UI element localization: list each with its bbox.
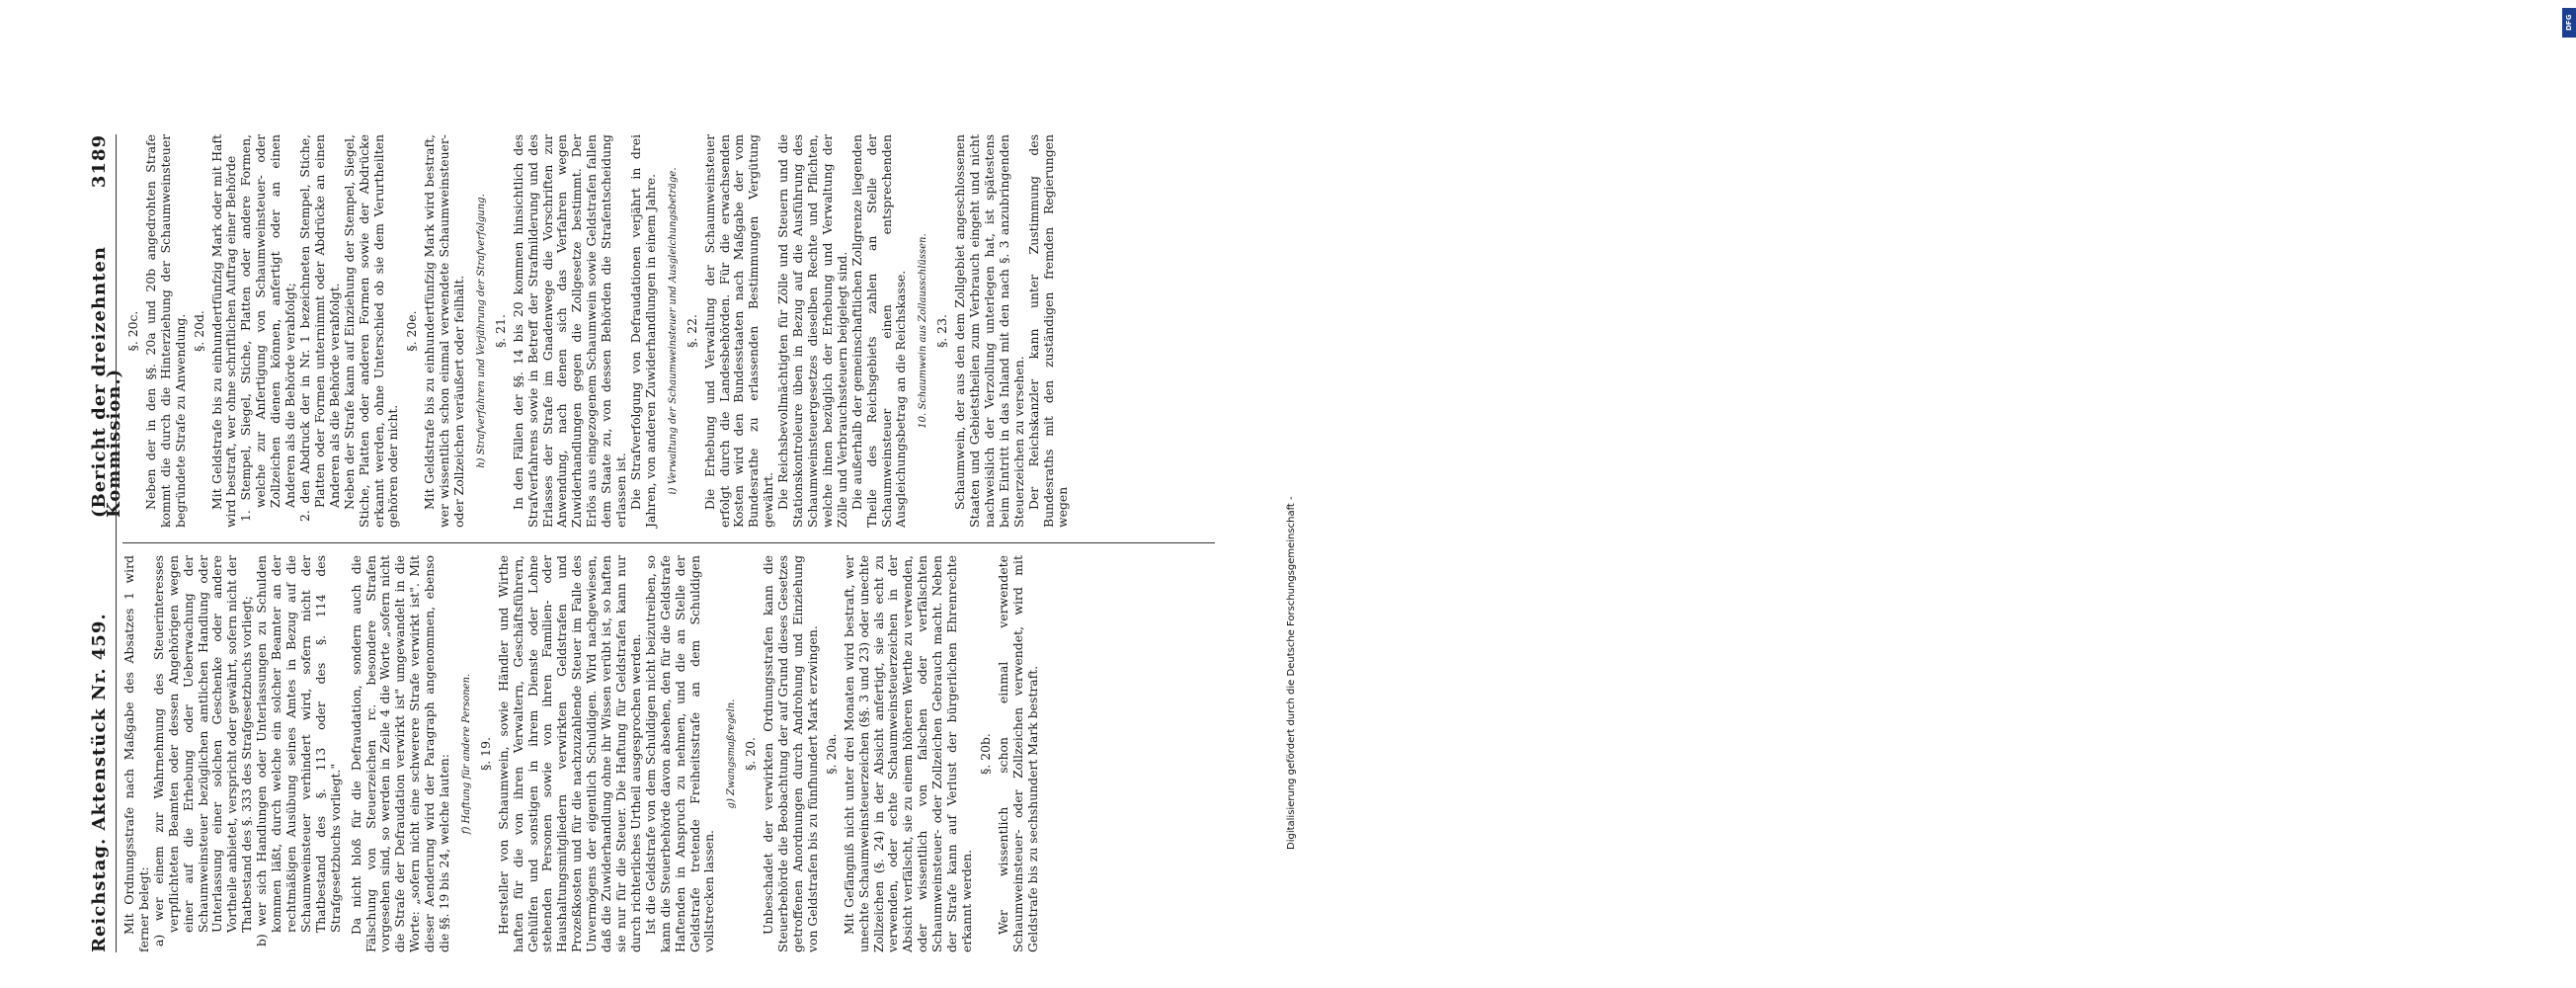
text-columns bbox=[122, 134, 1215, 952]
page-number: 3189 bbox=[89, 134, 110, 189]
subsection-heading: g) Zwangsmaßregeln. bbox=[726, 699, 738, 809]
dfg-logo: DFG bbox=[2562, 8, 2576, 38]
paragraph: Hersteller von Schaumwein, sowie Händler und Wirthe haften für die von ihren Verwaltern, Geschäftsführern, Gehülfen und sonstigen in ihrem Dienste oder Lohne stehenden Personen sowie von ihren Familien- oder Haushaltungsmitgliedern verwirkten Geldstrafen und Prozeßkosten und für die nachzuzahlende Steuer im Falle des Unvermögens der eigentlich Schuldigen. Wird nachgewiesen, daß die Zuwiderhandlung ohne ihr Wissen verübt ist, so haften sie nur für die Steuer. Die Haftung für Geldstrafen kann nur durch richterliches Urtheil ausgesprochen werden. bbox=[495, 555, 643, 952]
column-divider bbox=[122, 542, 1215, 543]
section-heading: §. 19. bbox=[477, 737, 493, 771]
section-heading: §. 20e. bbox=[404, 310, 420, 352]
paragraph: Mit Gefängniß nicht unter drei Monaten wird bestraft, wer unechte Schaumweinsteuerzeichen (§§. 3 und 23) oder unechte Zollzeichen (§. 24) in der Absicht anfertigt, sie als echt zu verwenden, oder echte Schaumweinsteuerzeichen in der Absicht verfälscht, sie zu einem höheren Werthe zu verwenden, oder wissentlich von falschen oder verfälschten Schaumweinsteuer- oder Zollzeichen Gebrauch macht. Neben der Strafe kann auf Verlust der bürgerlichen Ehrenrechte erkannt werden. bbox=[841, 555, 974, 952]
list-item: b) wer sich Handlungen oder Unterlassungen zu Schulden kommen läßt, durch welche ein solcher Beamter an der rechtmäßigen Ausübung seines Amtes in Bezug auf die Schaumweinsteuer verhindert wird, sofern nicht der Thatbestand des §. 113 oder des §. 114 des Strafgesetzbuchs vorliegt." bbox=[254, 555, 343, 947]
right-column bbox=[122, 134, 1215, 528]
paragraph: Die Reichsbevollmächtigten für Zölle und Steuern und die Stationskontroleure üben in Bezug auf die Ausführung des Schaumweinsteuergesetzes dieselben Rechte und Pflichten, welche ihnen bezüglich der Erhebung und Verwaltung der Zölle und Verbrauchssteuern beigelegt sind. bbox=[775, 134, 849, 528]
section-heading: §. 20b. bbox=[977, 733, 993, 775]
list-item: 1. Stempel, Siegel, Stiche, Platten oder andere Formen, welche zur Anfertigung von Schaumweinsteuer- oder Zollzeichen dienen können, anfertigt oder an einen Anderen als die Behörde verabfolgt; bbox=[238, 134, 298, 522]
paragraph: Ist die Geldstrafe von dem Schuldigen nicht beizutreiben, so kann die Steuerbehörde davon absehen, den für die Geldstrafe Haftenden in Anspruch zu nehmen, und die an Stelle der Geldstrafe tretende Freiheitsstrafe an dem Schuldigen vollstrecken lassen. bbox=[642, 555, 717, 952]
paragraph: Der Reichskanzler kann unter Zustimmung des Bundesraths mit den zuständigen fremden Regierungen wegen bbox=[1025, 134, 1071, 528]
paragraph: Mit Geldstrafe bis zu einhundertfünfzig Mark wird bestraft, wer wissentlich schon einmal verwendete Schaumweinsteuer- oder Zollzeichen veräußert oder feilhält. bbox=[422, 134, 467, 528]
header-rule bbox=[116, 134, 117, 952]
paragraph: Die Strafverfolgung von Defraudationen verjährt in drei Jahren, von anderen Zuwiderhandlungen in einem Jahre. bbox=[628, 134, 658, 528]
section-heading: §. 21. bbox=[492, 314, 508, 348]
paragraph: In den Fällen der §§. 14 bis 20 kommen hinsichtlich des Strafverfahrens sowie in Betreff der Strafmilderung und des Erlasses der Strafe im Gnadenwege die Vorschriften zur Anwendung, nach denen sich das Verfahren wegen Zuwiderhandlungen gegen die Zollgesetze bestimmt. Der Erlös aus eingezogenem Schaumwein sowie Geldstrafen fallen dem Staate zu, von dessen Behörden die Strafentscheidung erlassen ist. bbox=[510, 134, 629, 528]
paragraph: Schaumwein, der aus den dem Zollgebiet angeschlossenen Staaten und Gebietstheilen zum Verbrauch eingeht und nicht nachweislich der Verzollung unterlegen hat, ist spätestens beim Eintritt in das Inland mit den nach §. 3 anzubringenden Steuerzeichen zu versehen. bbox=[952, 134, 1026, 528]
subsection-heading: f) Haftung für andere Personen. bbox=[460, 673, 472, 835]
section-heading: §. 20c. bbox=[125, 310, 140, 352]
paragraph: Die Erhebung und Verwaltung der Schaumweinsteuer erfolgt durch die Landesbehörden. Für die erwachsenden Kosten wird den Bundesstaaten nach Maßgabe der vom Bundesrathe zu erlassenden Bestimmungen Vergütung gewährt. bbox=[701, 134, 776, 528]
section-heading: §. 20. bbox=[743, 737, 759, 771]
paragraph: Neben der in den §§. 20a und 20b angedrohten Strafe kommt die durch die Hinterziehung der Schaumweinsteuer begründete Strafe zu Anwendung. bbox=[142, 134, 188, 528]
left-column bbox=[122, 555, 1215, 952]
page-header bbox=[89, 134, 124, 952]
paragraph: Da nicht bloß für die Defraudation, sondern auch die Fälschung von Steuerzeichen rc. besondere Strafen vorgesehen sind, so werden in Zeile 4 die Worte „sofern nicht die Strafe der Defraudation verwirkt ist" umgewandelt in die Worte: „sofern nicht eine schwerere Strafe verwirkt ist". Mit dieser Aenderung wird der Paragraph angenommen, ebenso die §§. 19 bis 24, welche lauten: bbox=[348, 555, 452, 952]
paragraph: Die außerhalb der gemeinschaftlichen Zollgrenze liegenden Theile des Reichsgebiets zahlen an Stelle der Schaumweinsteuer einen entsprechenden Ausgleichungsbetrag an die Reichskasse. bbox=[848, 134, 909, 528]
paragraph: Neben der Strafe kann auf Einziehung der Stempel, Siegel, Stiche, Platten oder anderen Formen sowie der Abdrücke erkannt werden, ohne Unterschied ob sie dem Verurtheilten gehören oder nicht. bbox=[341, 134, 401, 528]
paragraph: Wer wissentlich schon einmal verwendete Schaumweinsteuer- oder Zollzeichen verwendet, wird mit Geldstrafe bis zu sechshundert Mark bestraft. bbox=[995, 555, 1040, 952]
subsection-heading: 10. Schaumwein aus Zollausschlüssen. bbox=[918, 233, 929, 429]
section-heading: §. 20a. bbox=[823, 733, 839, 775]
header-commission: (Bericht der dreizehnten Kommission.) bbox=[89, 246, 124, 518]
section-heading: §. 22. bbox=[684, 314, 699, 348]
paragraph: Mit Ordnungsstrafe nach Maßgabe des Absatzes 1 wird ferner belegt: bbox=[121, 555, 151, 952]
document-page bbox=[67, 99, 1233, 988]
subsection-heading: i) Verwaltung der Schaumweinsteuer und Ausgleichungsbeträge. bbox=[667, 167, 679, 495]
header-title: Reichstag. Aktenstück Nr. 459. bbox=[89, 613, 110, 952]
list-item: a) wer einem zur Wahrnehmung des Steuerinteresses verpflichteten Beamten oder dessen Angehörigen wegen einer auf die Erhebung oder Ueberwachung der Schaumweinsteuer bezüglichen amtlichen Handlung oder Unterlassung einer solchen Geschenke oder andere Vortheile anbietet, verspricht oder gewährt, sofern nicht der Thatbestand des §. 333 des Strafgesetzbuchs vorliegt; bbox=[150, 555, 255, 947]
section-heading: §. 23. bbox=[934, 314, 950, 348]
list-item: 2. den Abdruck der in Nr. 1 bezeichneten Stempel, Stiche, Platten oder Formen unternimmt oder Abdrücke an einen Anderen als die Behörde verabfolgt. bbox=[296, 134, 342, 522]
paragraph: Mit Geldstrafe bis zu einhundertfünfzig Mark oder mit Haft wird bestraft, wer ohne schriftlichen Auftrag einer Behörde bbox=[208, 134, 239, 528]
digitization-credit: Digitalisierung gefördert durch die Deutsche Forschungsgemeinschaft - bbox=[1286, 496, 1297, 850]
paragraph: Unbeschadet der verwirkten Ordnungsstrafen kann die Steuerbehörde die Beobachtung der auf Grund dieses Gesetzes getroffenen Anordnungen durch Androhung und Einziehung von Geldstrafen bis zu fünfhundert Mark erzwingen. bbox=[761, 555, 820, 952]
section-heading: §. 20d. bbox=[191, 310, 206, 352]
subsection-heading: h) Strafverfahren und Verjährung der Strafverfolgung. bbox=[475, 194, 487, 468]
